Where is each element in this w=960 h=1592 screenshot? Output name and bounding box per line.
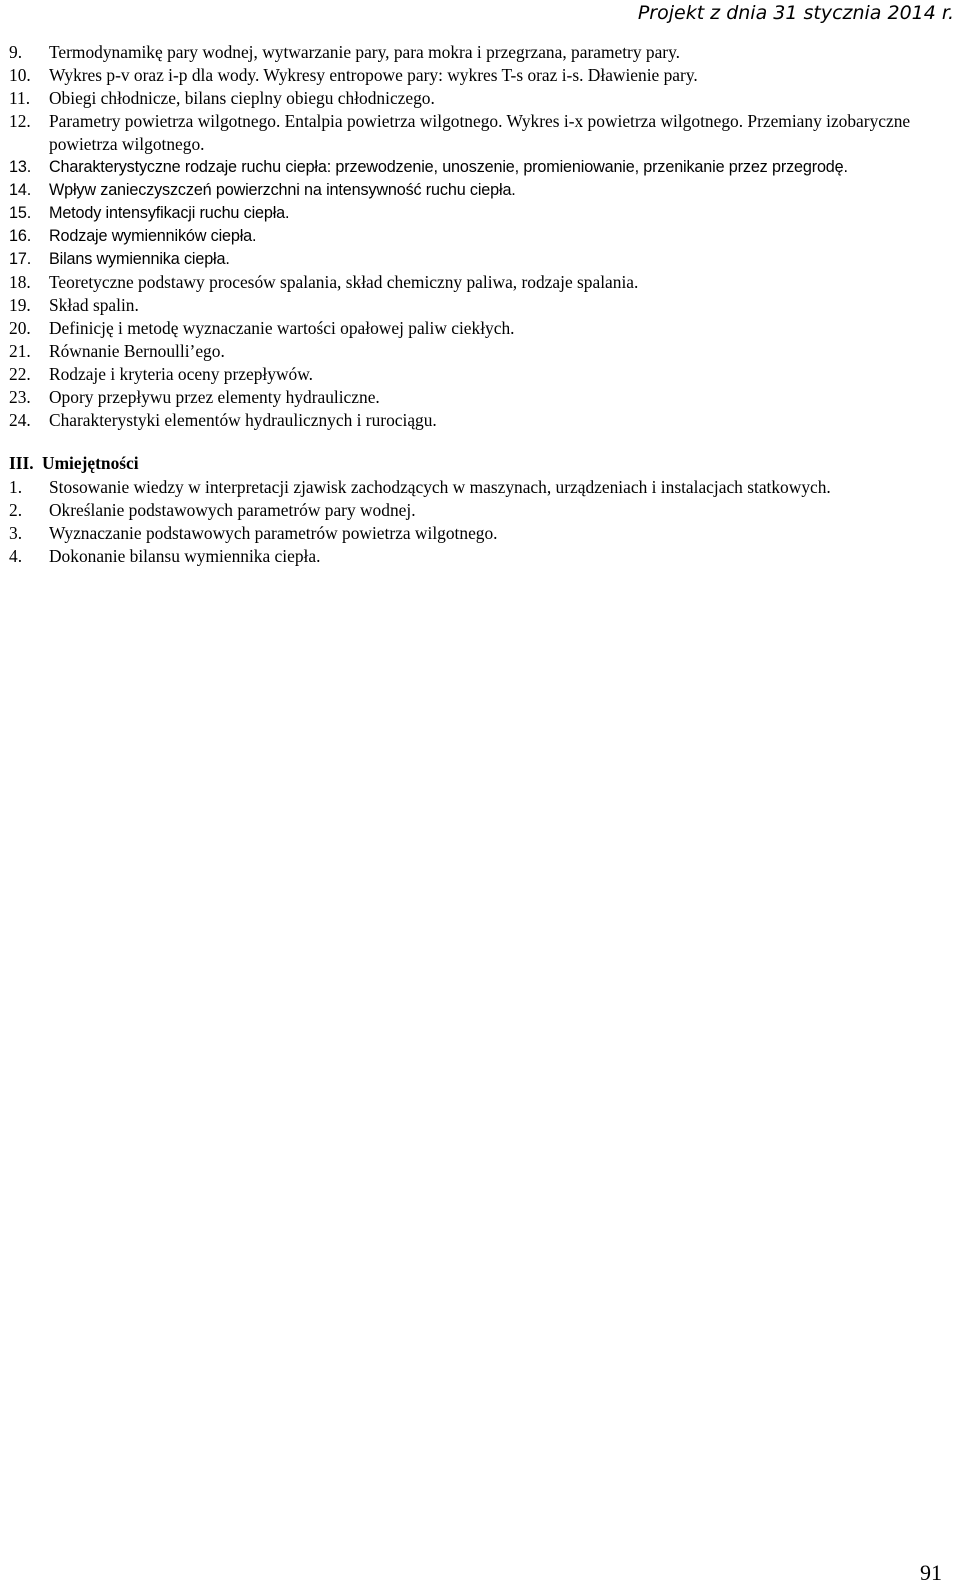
item-text: Charakterystyki elementów hydraulicznych i rurociągu.: [49, 410, 437, 430]
item-text: Wykres p-v oraz i-p dla wody. Wykresy entropowe pary: wykres T-s oraz i-s. Dławienie pary.: [49, 65, 698, 85]
item-text: Definicję i metodę wyznaczanie wartości opałowej paliw ciekłych.: [49, 318, 515, 338]
list-item: [9, 248, 949, 271]
item-text: Równanie Bernoulli’ego.: [49, 341, 225, 361]
item-text: Charakterystyczne rodzaje ruchu ciepła: przewodzenie, unoszenie, promieniowanie, przenikanie przez przegrodę.: [49, 158, 848, 176]
item-text: Dokonanie bilansu wymiennika ciepła.: [49, 546, 321, 566]
item-number: 11.: [9, 88, 31, 108]
item-number: 10.: [9, 65, 31, 85]
skills-list: [9, 476, 949, 568]
list-item: [9, 386, 949, 409]
list-item: [9, 340, 949, 363]
item-number: 16.: [9, 227, 32, 245]
item-text: Skład spalin.: [49, 295, 139, 315]
list-item: [9, 545, 949, 568]
item-text: Wpływ zanieczyszczeń powierzchni na intensywność ruchu ciepła.: [49, 181, 516, 199]
page-header: Projekt z dnia 31 stycznia 2014 r.: [637, 2, 954, 24]
list-item: [9, 179, 949, 202]
item-number: 23.: [9, 387, 31, 407]
item-number: 21.: [9, 341, 31, 361]
item-number: 13.: [9, 158, 32, 176]
item-number: 17.: [9, 250, 32, 268]
item-text: Termodynamikę pary wodnej, wytwarzanie pary, para mokra i przegrzana, parametry pary.: [49, 42, 680, 62]
item-number: 2.: [9, 500, 23, 520]
knowledge-list: [9, 41, 949, 432]
item-text: Stosowanie wiedzy w interpretacji zjawisk zachodzących w maszynach, urządzeniach i instalacjach statkowych.: [49, 477, 831, 497]
section-roman-numeral: III.: [9, 453, 34, 473]
list-item: [9, 87, 949, 110]
list-item: [9, 409, 949, 432]
item-text: Obiegi chłodnicze, bilans cieplny obiegu chłodniczego.: [49, 88, 435, 108]
item-text: Parametry powietrza wilgotnego. Entalpia powietrza wilgotnego. Wykres i-x powietrza wilgotnego. Przemiany izobaryczne powietrza wilgotnego.: [49, 111, 911, 154]
section-title: Umiejętności: [42, 453, 139, 473]
list-item: [9, 202, 949, 225]
item-number: 3.: [9, 523, 23, 543]
list-item: [9, 476, 949, 499]
list-item: [9, 271, 949, 294]
list-item: [9, 363, 949, 386]
list-item: [9, 225, 949, 248]
page-number: 91: [920, 1560, 942, 1585]
document-body: [9, 41, 949, 568]
item-text: Rodzaje wymienników ciepła.: [49, 227, 257, 245]
item-text: Bilans wymiennika ciepła.: [49, 250, 230, 268]
list-item: [9, 64, 949, 87]
list-item: [9, 110, 949, 156]
item-number: 24.: [9, 410, 31, 430]
item-number: 15.: [9, 204, 32, 222]
list-item: [9, 41, 949, 64]
item-text: Metody intensyfikacji ruchu ciepła.: [49, 204, 290, 222]
item-number: 9.: [9, 42, 23, 62]
item-number: 20.: [9, 318, 31, 338]
list-item: [9, 522, 949, 545]
item-number: 12.: [9, 111, 31, 131]
item-number: 18.: [9, 272, 31, 292]
section-heading-skills: [9, 452, 949, 474]
item-text: Rodzaje i kryteria oceny przepływów.: [49, 364, 313, 384]
item-text: Określanie podstawowych parametrów pary wodnej.: [49, 500, 416, 520]
item-text: Teoretyczne podstawy procesów spalania, skład chemiczny paliwa, rodzaje spalania.: [49, 272, 639, 292]
list-item: [9, 499, 949, 522]
item-number: 19.: [9, 295, 31, 315]
item-number: 1.: [9, 477, 23, 497]
list-item: [9, 156, 949, 179]
item-text: Opory przepływu przez elementy hydrauliczne.: [49, 387, 380, 407]
item-number: 14.: [9, 181, 32, 199]
item-number: 4.: [9, 546, 23, 566]
list-item: [9, 317, 949, 340]
item-text: Wyznaczanie podstawowych parametrów powietrza wilgotnego.: [49, 523, 498, 543]
item-number: 22.: [9, 364, 31, 384]
list-item: [9, 294, 949, 317]
